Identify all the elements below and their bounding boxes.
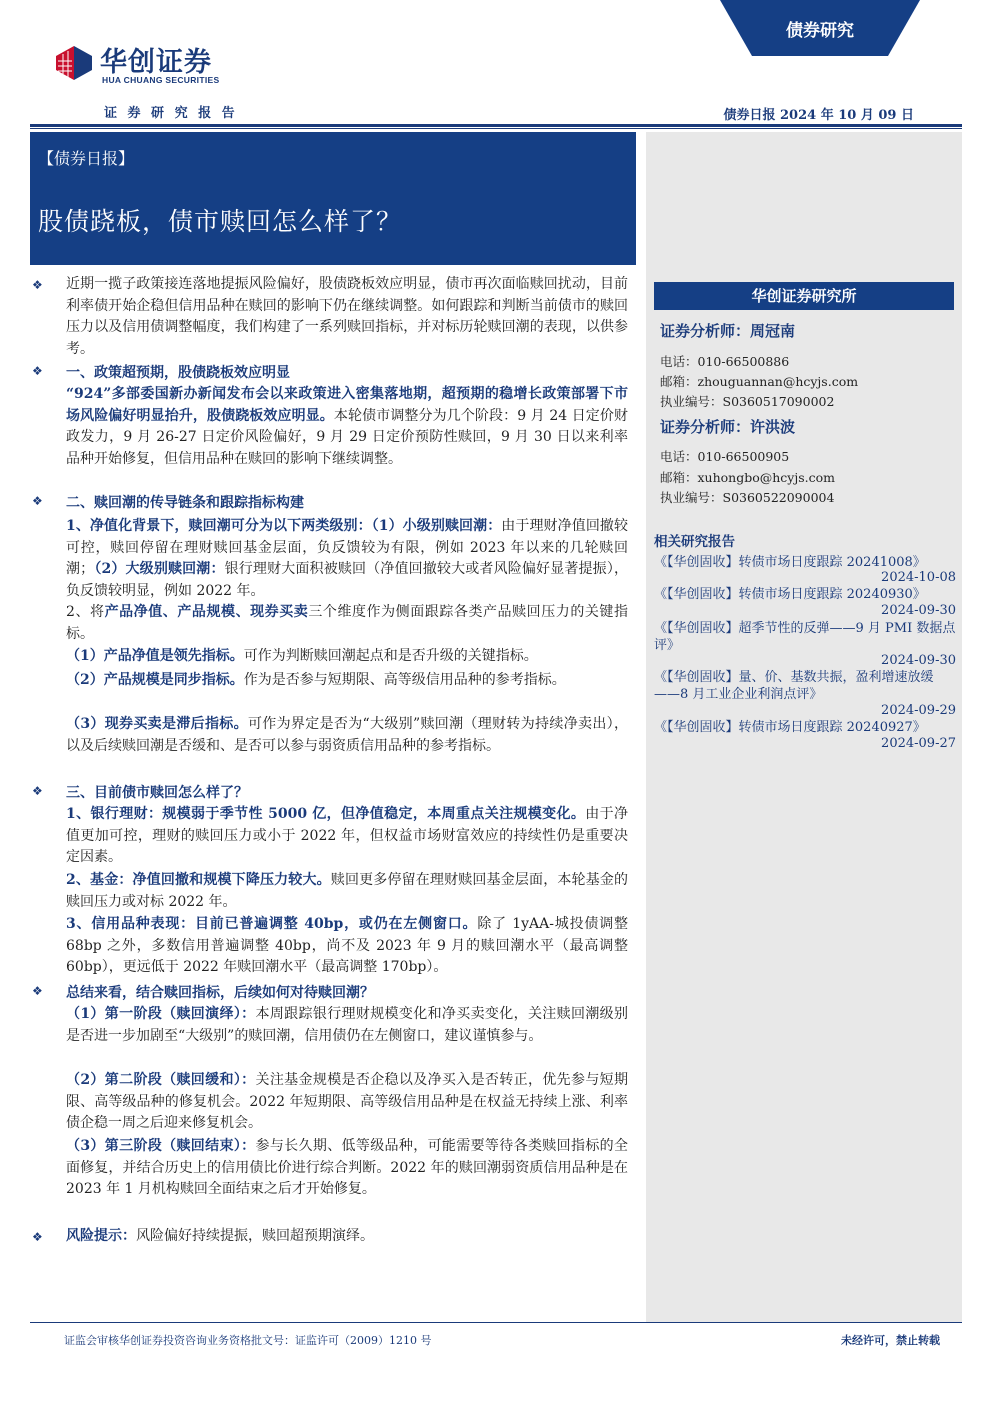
section-2-point-1 (66, 516, 628, 602)
header-divider (30, 124, 962, 127)
related-reports-heading: 相关研究报告 (654, 534, 735, 550)
section-3-point-2 (66, 870, 628, 913)
analyst-2-license: 执业编号：S0360522090004 (660, 490, 835, 505)
section-2-point-1-text-2: 银行理财大面积被赎回（净值回撤较大或者风险偏好显著提振），负反馈较明显，例如 2022 年。 (66, 561, 628, 599)
diamond-bullet-icon: ❖ (32, 494, 43, 508)
institute-name: 华创证券研究所 (654, 282, 954, 310)
related-report-date: 2024-09-29 (881, 703, 956, 718)
section-3-point-3-text: 除了 1yAA-城投债调整 68bp 之外，多数信用普遍调整 40bp，尚不及 2023 年 9 月的赎回潮水平（最高调整 60bp），更远低于 2022 年赎回潮水平（最高调整 170bp）。 (66, 916, 628, 975)
analyst-1-license: 执业编号：S0360517090002 (660, 394, 835, 409)
header-divider-thin (30, 128, 962, 129)
analyst-2-name: 证券分析师：许洪波 (660, 418, 796, 436)
intro-paragraph: 近期一揽子政策接连落地提振风险偏好，股债跷板效应明显，债市再次面临赎回扰动，目前利率债开始企稳但信用品种在赎回的影响下仍在继续调整。如何跟踪和判断当前债市的赎回压力以及信用债调整幅度，我们构建了一系列赎回指标，并对标历轮赎回潮的表现，以供参考。 (66, 276, 628, 357)
section-4-stage-1 (66, 1004, 628, 1047)
related-report-date: 2024-09-30 (881, 653, 956, 668)
analyst-2-phone: 电话：010-66500905 (660, 449, 790, 464)
related-report-title[interactable]: 《【华创固收】量、价、基数共振，盈利增速放缓——8 月工业企业利润点评》 (654, 670, 934, 702)
section-4-stage-3-bold: （3）第三阶段（赎回结束）： (66, 1138, 256, 1154)
section-4-stage-2-text: 关注基金规模是否企稳以及净买入是否转正，优先参与短期限、高等级品种的修复机会。2022 年短期限、高等级信用品种是在权益无持续上涨、利率债企稳一周之后迎来修复机会。 (66, 1072, 628, 1131)
analyst-1-phone: 电话：010-66500886 (660, 354, 790, 369)
related-report-date: 2024-09-27 (881, 736, 956, 751)
section-2-point-4 (66, 670, 628, 692)
section-4-stage-2-bold: （2）第二阶段（赎回缓和）： (66, 1072, 256, 1088)
section-2-point-5 (66, 714, 628, 757)
related-report-date: 2024-09-30 (881, 603, 956, 618)
report-tag: 【债券日报】 (38, 149, 135, 168)
related-report-title[interactable]: 《【华创固收】转债市场日度跟踪 20240927》 (654, 720, 926, 735)
risk-paragraph (66, 1226, 628, 1248)
diamond-bullet-icon: ❖ (32, 278, 43, 292)
logo-mark-icon (52, 42, 94, 84)
section-3-point-2-text: 赎回更多停留在理财赎回基金层面，本轮基金的赎回压力或对标 2022 年。 (66, 872, 629, 910)
section-3-heading: 三、目前债市赎回怎么样了？ (66, 785, 248, 801)
related-report-title[interactable]: 《【华创固收】超季节性的反弹——9 月 PMI 数据点评》 (654, 621, 956, 653)
logo-en-text: HUA CHUANG SECURITIES (102, 75, 220, 85)
section-2-heading: 二、赎回潮的传导链条和跟踪指标构建 (66, 495, 304, 511)
section-4-heading: 总结来看，结合赎回指标，后续如何对待赎回潮？ (66, 985, 374, 1001)
section-2-point-1-text: 由于理财净值回撤较可控，赎回停留在理财赎回基金层面，负反馈较为有限，例如 2023 年以来的几轮赎回潮； (66, 518, 628, 577)
analyst-1-name: 证券分析师：周冠南 (660, 322, 796, 340)
logo-cn-text: 华创证券 (100, 47, 212, 78)
category-tab-label: 债券研究 (786, 21, 854, 41)
section-3-point-3-bold: 3、信用品种表现：目前已普遍调整 40bp，或仍在左侧窗口。 (66, 916, 478, 932)
footer-divider (30, 1322, 962, 1323)
section-2-point-2-text: 2、将 (66, 604, 105, 620)
section-1-text: 本轮债市调整分为几个阶段：9 月 24 日定价财政发力，9 月 26-27 日定价风险偏好，9 月 29 日定价预防性赎回，9 月 30 日以来利率品种开始修复，但信用品种在赎回的影响下继续调整。 (66, 407, 629, 467)
section-4-stage-3 (66, 1136, 628, 1201)
section-1-bold: “924”多部委国新办新闻发布会以来政策进入密集落地期，超预期的稳增长政策部署下市场风险偏好明显抬升，股债跷板效应明显。 (66, 386, 628, 424)
section-3-point-1-bold: 1、银行理财：规模弱于季节性 5000 亿，但净值稳定，本周重点关注规模变化。 (66, 806, 586, 822)
company-logo (52, 38, 242, 90)
section-2-point-4-bold: （2）产品规模是同步指标。 (66, 672, 244, 688)
section-4-stage-2 (66, 1070, 628, 1135)
footer-notice: 未经许可，禁止转载 (841, 1334, 940, 1347)
footer-license: 证监会审核华创证券投资咨询业务资格批文号：证监许可（2009）1210 号 (64, 1334, 432, 1347)
section-2-point-2-text-2: 三个维度作为侧面跟踪各类产品赎回压力的关键指标。 (66, 604, 628, 642)
section-4-stage-1-bold: （1）第一阶段（赎回演绎）： (66, 1006, 256, 1022)
diamond-bullet-icon: ❖ (32, 984, 43, 998)
analyst-2-email: 邮箱：xuhongbo@hcyjs.com (660, 470, 836, 485)
section-3-point-3 (66, 914, 628, 979)
section-1-heading: 一、政策超预期，股债跷板效应明显 (66, 365, 290, 381)
report-title: 股债跷板，债市赎回怎么样了？ (38, 207, 403, 236)
report-date: 债券日报 2024 年 10 月 09 日 (723, 108, 914, 123)
section-3-point-2-bold: 2、基金：净值回撤和规模下降压力较大。 (66, 872, 331, 888)
section-2-point-4-text: 作为是否参与短期限、高等级信用品种的参考指标。 (243, 672, 566, 688)
section-2-point-3 (66, 646, 628, 668)
section-2-point-3-bold: （1）产品净值是领先指标。 (66, 648, 244, 664)
risk-text: 风险偏好持续提振，赎回超预期演绎。 (136, 1228, 374, 1244)
section-1-paragraph (66, 384, 628, 470)
section-3-point-1-text: 由于净值更加可控，理财的赎回压力或小于 2022 年，但权益市场财富效应的持续性仍是重要决定因素。 (66, 806, 629, 865)
sidebar (646, 132, 962, 1322)
title-banner (30, 132, 636, 265)
section-4-stage-1-text: 本周跟踪银行理财规模变化和净买卖变化，关注赎回潮级别是否进一步加剧至“大级别”的赎回潮，信用债仍在左侧窗口，建议谨慎参与。 (66, 1006, 628, 1044)
section-2-point-1-bold: 1、净值化背景下，赎回潮可分为以下两类级别：（1）小级别赎回潮： (66, 518, 502, 534)
section-3-point-1 (66, 804, 628, 869)
diamond-bullet-icon: ❖ (32, 784, 43, 798)
report-type-label: 证 券 研 究 报 告 (104, 106, 238, 121)
section-2-point-3-text: 可作为判断赎回潮起点和是否升级的关键指标。 (243, 648, 538, 664)
section-2-point-1-bold-2: （2）大级别赎回潮： (94, 561, 225, 577)
category-tab (720, 0, 920, 56)
section-2-point-5-bold: （3）现券买卖是滞后指标。 (66, 716, 248, 732)
section-2-point-2-bold: 产品净值、产品规模、现券买卖 (104, 604, 309, 620)
related-report-date: 2024-10-08 (881, 570, 956, 585)
analyst-1-email: 邮箱：zhouguannan@hcyjs.com (660, 374, 859, 389)
related-report-title[interactable]: 《【华创固收】转债市场日度跟踪 20241008》 (654, 555, 926, 570)
diamond-bullet-icon: ❖ (32, 364, 43, 378)
section-4-stage-3-text: 参与长久期、低等级品种，可能需要等待各类赎回指标的全面修复，并结合历史上的信用债比价进行综合判断。2022 年的赎回潮弱资质信用品种是在 2023 年 1 月机构赎回全面结束之后才开始修复。 (66, 1138, 628, 1197)
risk-label: 风险提示： (66, 1228, 136, 1244)
section-2-point-5-text: 可作为界定是否为“大级别”赎回潮（理财转为持续净卖出），以及后续赎回潮是否缓和、是否可以参与弱资质信用品种的参考指标。 (66, 716, 628, 754)
diamond-bullet-icon: ❖ (32, 1230, 43, 1244)
related-report-title[interactable]: 《【华创固收】转债市场日度跟踪 20240930》 (654, 587, 926, 602)
section-2-point-2 (66, 602, 628, 645)
